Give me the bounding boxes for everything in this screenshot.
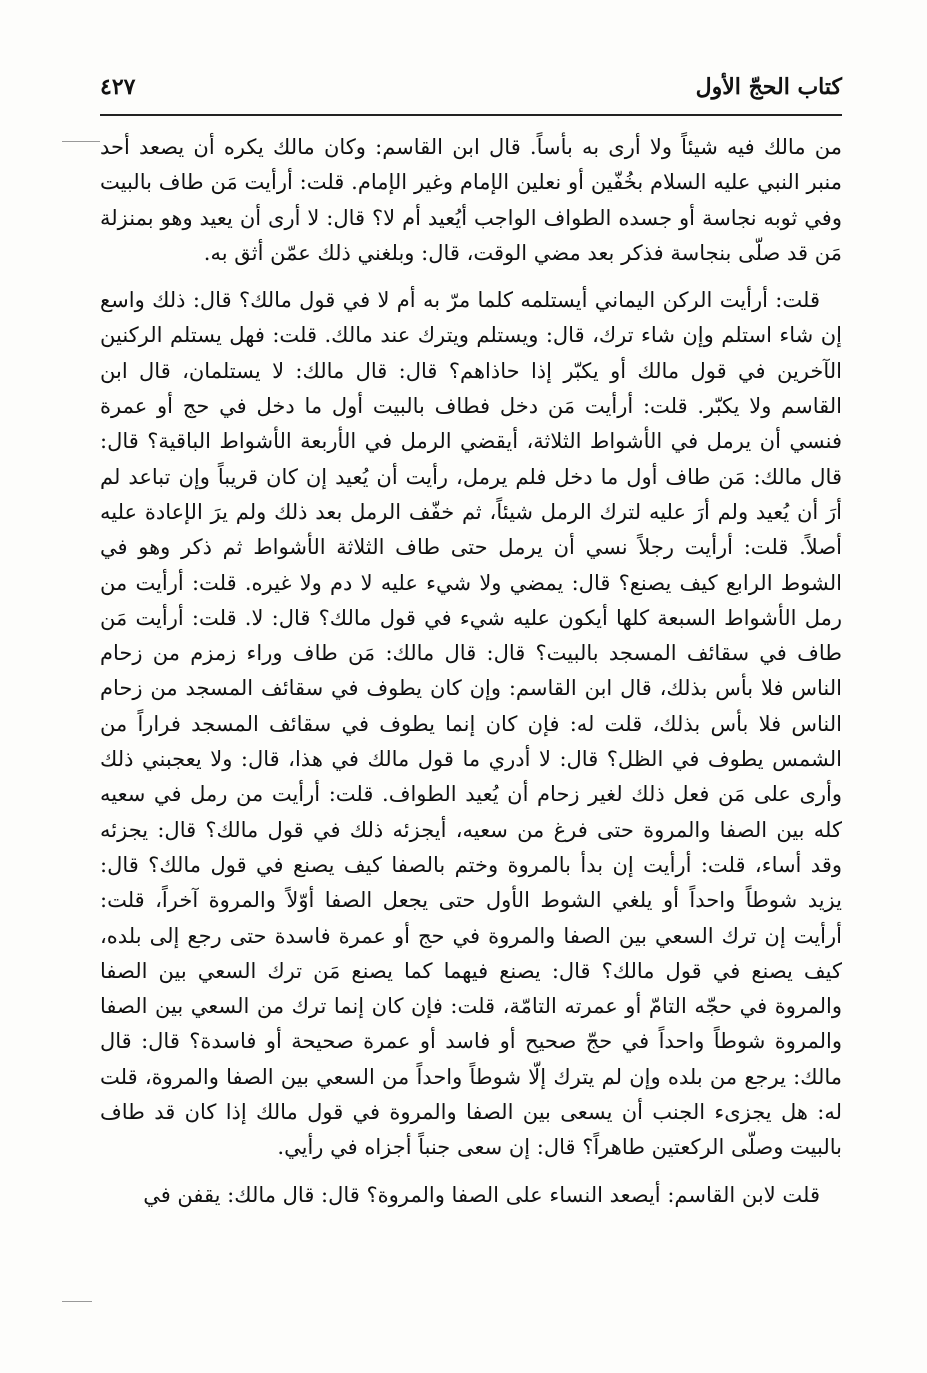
margin-mark <box>62 1301 92 1302</box>
margin-mark <box>62 141 100 142</box>
header-rule <box>100 114 842 116</box>
paragraph-1: من مالك فيه شيئاً ولا أرى به بأساً. قال ابن القاسم: وكان مالك يكره أن يصعد أحد منبر النبي عليه السلام بخُفّين أو نعلين الإمام وغير الإمام. قلت: أرأيت مَن طاف بالبيت وفي ثوبه نجاسة أو جسده الطواف الواجب أيُعيد أم لا؟ قال: لا أرى أن يعيد وهو بمنزلة مَن قد صلّى بنجاسة فذكر بعد مضي الوقت، قال: وبلغني ذلك عمّن أثق به. <box>100 135 842 265</box>
paragraph-2: قلت: أرأيت الركن اليماني أيستلمه كلما مرّ به أم لا في قول مالك؟ قال: ذلك واسع إن شاء استلم وإن شاء ترك، قال: ويستلم ويترك عند مالك. قلت: فهل يستلم الركنين الآخرين في قول مالك أو يكبّر إذا حاذاهم؟ قال: قال مالك: لا يستلمان، قال ابن القاسم ولا يكبّر. قلت: أرأيت مَن دخل فطاف بالبيت أول ما دخل في حج أو عمرة فنسي أن يرمل في الأشواط الثلاثة، أيقضي الرمل في الأربعة الأشواط الباقية؟ قال: قال مالك: مَن طاف أول ما دخل فلم يرمل، رأيت أن يُعيد إن كان قريباً وإن تباعد لم أرَ أن يُعيد ولم أرَ عليه لترك الرمل شيئاً، ثم خفّف الرمل بعد ذلك ولم يرَ الإعادة عليه أصلاً. قلت: أرأيت رجلاً نسي أن يرمل حتى طاف الثلاثة الأشواط ثم ذكر وهو في الشوط الرابع كيف يصنع؟ قال: يمضي ولا شيء عليه لا دم ولا غيره. قلت: أرأيت من رمل الأشواط السبعة كلها أيكون عليه شيء في قول مالك؟ قال: لا. قلت: أرأيت مَن طاف في سقائف المسجد بالبيت؟ قال: قال مالك: مَن طاف وراء زمزم من زحام الناس فلا بأس بذلك، قال ابن القاسم: وإن كان يطوف في سقائف المسجد من زحام الناس فلا بأس بذلك، قلت له: فإن كان إنما يطوف في سقائف المسجد فراراً من الشمس يطوف في الظل؟ قال: لا أدري ما قول مالك في هذا، قال: ولا يعجبني ذلك وأرى على مَن فعل ذلك لغير زحام أن يُعيد الطواف. قلت: أرأيت من رمل في سعيه كله بين الصفا والمروة حتى فرغ من سعيه، أيجزئه ذلك في قول مالك؟ قال: يجزئه وقد أساء، قلت: أرأيت إن بدأ بالمروة وختم بالصفا كيف يصنع في قول مالك؟ قال: يزيد شوطاً واحداً أو يلغي الشوط الأول حتى يجعل الصفا أوّلاً والمروة آخراً، قلت: أرأيت إن ترك السعي بين الصفا والمروة في حج أو عمرة فاسدة حتى رجع إلى بلده، كيف يصنع في قول مالك؟ قال: يصنع فيهما كما يصنع مَن ترك السعي بين الصفا والمروة في حجّه التامّ أو عمرته التامّة، قلت: فإن كان إنما ترك من السعي بين الصفا والمروة شوطاً واحداً في حجّ صحيح أو فاسد أو عمرة صحيحة أو فاسدة؟ قال: قال مالك: يرجع من بلده وإن لم يترك إلّا شوطاً واحداً من السعي بين الصفا والمروة، قلت له: هل يجزىء الجنب أن يسعى بين الصفا والمروة في قول مالك إذا كان قد طاف بالبيت وصلّى الركعتين طاهراً؟ قال: إن سعى جنباً أجزاه في رأيي. <box>100 288 843 1160</box>
page-number: ٤٢٧ <box>100 74 136 100</box>
paragraph-3: قلت لابن القاسم: أيصعد النساء على الصفا والمروة؟ قال: قال مالك: يقفن في <box>143 1182 820 1207</box>
running-title: كتاب الحجّ الأول <box>695 74 842 100</box>
page-header <box>100 72 842 112</box>
body-text <box>100 130 842 1225</box>
